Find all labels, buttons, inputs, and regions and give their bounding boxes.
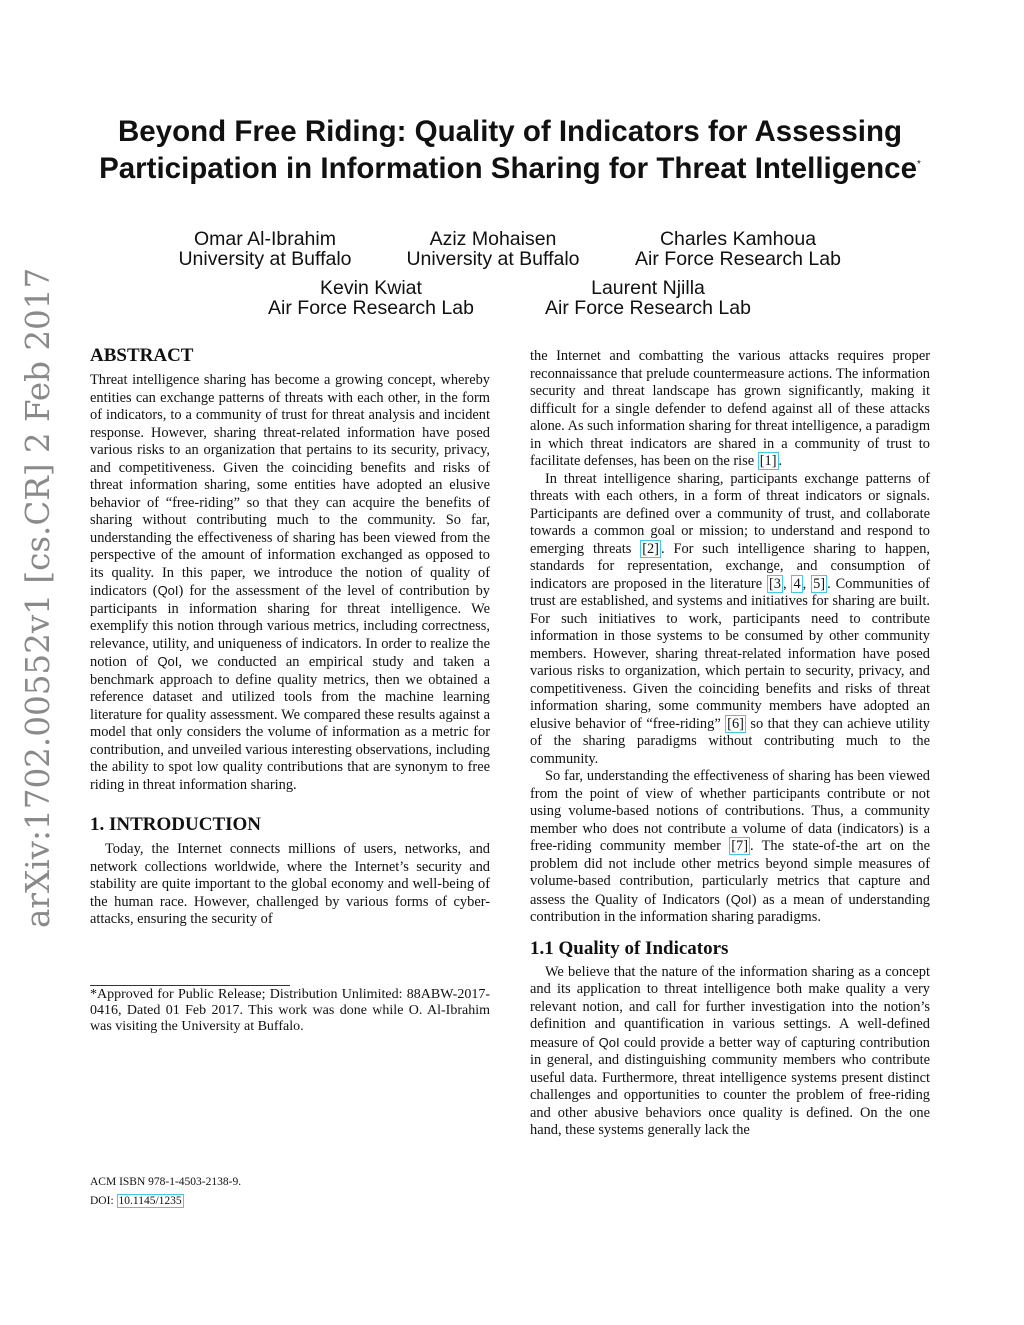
author-affiliation: Air Force Research Lab (635, 248, 841, 270)
author-name: Omar Al-Ibrahim (194, 228, 336, 250)
author-3 (623, 229, 853, 269)
author-affiliation: University at Buffalo (178, 248, 352, 270)
citation-link[interactable]: [6] (727, 715, 744, 732)
doi-link[interactable]: 10.1145/1235 (118, 1195, 182, 1207)
right-column (530, 348, 930, 1140)
author-2 (393, 229, 593, 269)
intro-paragraph: Today, the Internet connects millions of users, networks, and network collections worldwide, where the Internet’s security and stability are quite important to the global economy and well-being of the human race. However, challenged by various forms of cyber-attacks, ensuring the security of (90, 841, 490, 927)
footnote-rule (90, 985, 290, 986)
paragraph: We believe that the nature of the information sharing as a concept and its application to threat intelligence both make quality a very relevant notion, and call for further investigation into the notion’s definition and quantification in various settings. A well-defined measure of QoI could provide a better way of capturing contribution in general, and distinguishing community members who contribute useful data. Furthermore, threat intelligence systems present distinct challenges and opportunities to counter the problem of free-riding and other abusive behaviors once quality is defined. On the one hand, these systems generally lack the (530, 963, 930, 1138)
title-line-2: Participation in Information Sharing for Threat Intelligence* (99, 151, 921, 185)
abstract-text: Threat intelligence sharing has become a growing concept, whereby entities can exchange patterns of threats with each other, in the form of indicators, to a community of trust for threat analysis and incident response. However, sharing threat-related information have posed various risks to an organization that pertains to its security, privacy, and competitiveness. Given the coinciding benefits and risks of threat information sharing, some entities have adopted an elusive behavior of “free-riding” so that they can acquire the benefits of sharing without contributing much to the community. So far, understanding the effectiveness of sharing has been viewed from the perspective of the amount of information exchanged as opposed to its quality. In this paper, we introduce the notion of quality of indicators (QoI) for the assessment of the level of contribution by participants in information sharing for threat intelligence. We exemplify this notion through various metrics, including correctness, relevance, utility, and uniqueness of indicators. In order to realize the notion of QoI, we conducted an empirical study and taken a benchmark approach to define quality metrics, then we obtained a reference dataset and utilized tools from the machine learning literature for quality assessment. We compared these results against a model that only considers the volume of information as a metric for contribution, and unveiled various interesting observations, including the ability to spot low quality contributions that are synonym to free riding in threat information sharing. (90, 372, 490, 793)
citation-link[interactable]: [7] (731, 838, 748, 854)
section-heading-introduction: 1. INTRODUCTION (90, 814, 262, 835)
qoi-term: QoI (157, 654, 179, 669)
footnote: *Approved for Public Release; Distribution Unlimited: 88ABW-2017-0416, Dated 01 Feb 2017. This work was done while O. Al-Ibrahim was visiting the University at Buffalo. (90, 987, 490, 1034)
paper-title (80, 115, 940, 185)
author-name: Charles Kamhoua (659, 228, 817, 250)
arxiv-stamp: arXiv:1702.00552v1 [cs.CR] 2 Feb 2017 (19, 267, 57, 928)
author-name: Laurent Njilla (591, 277, 705, 299)
paragraph: So far, understanding the effectiveness of sharing has been viewed from the point of view of whether participants contribute or not using volume-based notions of contributions. Thus, a community member who does not contribute a volume of data (indicators) is a free-riding community member [7] . The state-of-the art on the problem did not include other metrics beyond simple measures of volume-based contribution, particularly metrics that capture and assess the Quality of Indicators (QoI) as a mean of understanding contribution in the information sharing paradigms. (530, 768, 931, 925)
qoi-term: QoI (157, 583, 179, 598)
acm-info (90, 1173, 390, 1211)
left-column (90, 345, 490, 929)
author-name: Aziz Mohaisen (429, 228, 557, 250)
citation-link[interactable]: [2] (642, 540, 659, 557)
acm-isbn: ACM ISBN 978-1-4503-2138-9. (90, 1176, 242, 1188)
qoi-term: QoI (730, 891, 752, 907)
citation-link[interactable]: [1] (759, 453, 777, 469)
acm-doi: DOI: 10.1145/1235 (90, 1195, 182, 1207)
title-line-1: Beyond Free Riding: Quality of Indicators for Assessing (117, 115, 903, 148)
author-affiliation: University at Buffalo (406, 248, 580, 270)
author-affiliation: Air Force Research Lab (268, 297, 474, 319)
abstract-heading: ABSTRACT (90, 345, 194, 366)
citation-link[interactable]: 5] (813, 575, 826, 592)
author-affiliation: Air Force Research Lab (545, 297, 751, 319)
citation-link[interactable]: [3 (768, 575, 781, 592)
author-4 (256, 278, 486, 318)
paragraph: In threat intelligence sharing, participants exchange patterns of threats with each others, in a form of threat indicators or signals. Participants are defined over a community of trust, and collaborate towards a common goal or mission; to understand and respond to emerging threats [2] . For such intelligence sharing to happen, standards for representation, exchange, and consumption of indicators are proposed in the literature [3 , 4 , 5] . Communities of trust are established, and systems and initiatives for sharing are built. For such initiatives to work, participants need to contribute information in those systems to be consumed by other community members. However, sharing threat-related information have posed various risks to organization, which pertain to security, privacy, and competitiveness. Given the coinciding benefits and risks of threat information sharing, some community members have adopted an elusive behavior of “free-riding” [6] so that they can achieve utility of the sharing paradigms without contributing much to the community. (530, 470, 930, 767)
subsection-heading-quality-of-indicators: 1.1 Quality of Indicators (530, 937, 729, 959)
qoi-term: QoI (598, 1034, 620, 1050)
citation-link[interactable]: 4 (793, 575, 801, 592)
author-1 (165, 229, 365, 269)
title-footnote-mark[interactable]: * (916, 159, 921, 170)
paragraph: the Internet and combatting the various attacks requires proper reconnaissance that prelude countermeasure actions. The information security and threat landscape has grown significantly, making it difficult for a single defender to defend against all of these attacks alone. As such information sharing for threat intelligence, a paradigm in which threat indicators are shared in a community of trust to facilitate defenses, has been on the rise [1] . (530, 348, 931, 469)
author-name: Kevin Kwiat (320, 277, 422, 299)
author-5 (533, 278, 763, 318)
